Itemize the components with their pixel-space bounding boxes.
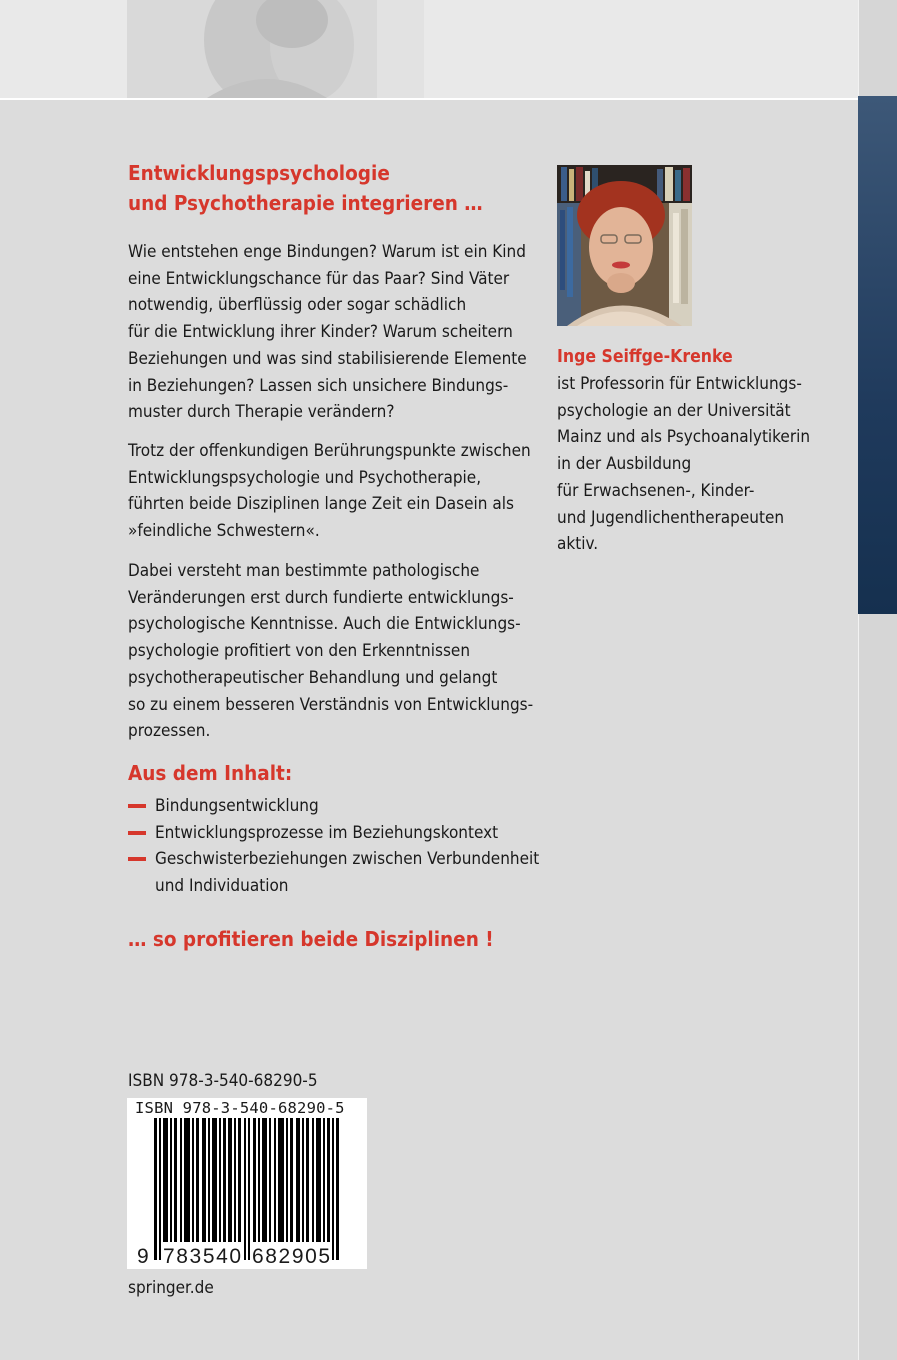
barcode-group-1: 783540 — [163, 1245, 243, 1268]
barcode-digits — [127, 1245, 367, 1269]
text-line: psychologie profitiert von den Erkenntnissen — [128, 641, 471, 662]
barcode-bars-icon — [127, 1098, 367, 1269]
text-line: in Beziehungen? Lassen sich unsichere Bindungs- — [128, 375, 509, 396]
text-line: muster durch Therapie verändern? — [128, 402, 395, 423]
contents-heading: Aus dem Inhalt: — [128, 761, 293, 785]
text-line: so zu einem besseren Verständnis von Entwicklungs- — [128, 694, 534, 715]
text-line: für Erwachsenen-, Kinder- — [557, 480, 755, 501]
dash-bullet-icon — [128, 857, 146, 861]
barcode-group-2: 682905 — [252, 1245, 332, 1268]
heading-line: Entwicklungspsychologie — [128, 161, 390, 185]
publisher-url: springer.de — [128, 1278, 214, 1298]
list-item — [128, 820, 548, 847]
text-line: für die Entwicklung ihrer Kinder? Warum scheitern — [128, 322, 513, 343]
closing-tagline: … so profitieren beide Disziplinen ! — [128, 927, 494, 951]
top-band — [0, 0, 897, 100]
barcode-lead-digit: 9 — [137, 1245, 149, 1268]
text-line: Entwicklungspsychologie und Psychotherapie, — [128, 467, 482, 488]
text-line: Dabei versteht man bestimmte pathologische — [128, 561, 480, 581]
author-portrait — [557, 165, 692, 326]
list-item-label: Entwicklungsprozesse im Beziehungskontext — [155, 822, 499, 843]
heading-line: und Psychotherapie integrieren … — [128, 191, 483, 215]
text-line: Mainz und als Psychoanalytikerin — [557, 427, 811, 448]
text-line: aktiv. — [557, 534, 599, 555]
list-item — [128, 793, 548, 820]
text-line: und Jugendlichentherapeuten — [557, 507, 785, 528]
list-item-label: Geschwisterbeziehungen zwischen Verbundenheit und Individuation — [155, 849, 540, 897]
text-line: Veränderungen erst durch fundierte entwicklungs- — [128, 587, 514, 608]
list-item-label: Bindungsentwicklung — [155, 796, 319, 816]
text-line: in der Ausbildung — [557, 454, 692, 475]
text-line: ist Professorin für Entwicklungs- — [557, 374, 802, 394]
text-line: eine Entwicklungschance für das Paar? Sind Väter — [128, 268, 510, 289]
text-line: Wie entstehen enge Bindungen? Warum ist ein Kind — [128, 242, 526, 262]
text-line: psychologische Kenntnisse. Auch die Entwicklungs- — [128, 614, 521, 635]
barcode-isbn-text: ISBN 978-3-540-68290-5 — [135, 1099, 345, 1117]
author-bio — [557, 371, 847, 558]
paragraph-disciplines — [128, 438, 548, 545]
dash-bullet-icon — [128, 831, 146, 835]
author-name: Inge Seiffge-Krenke — [557, 347, 733, 367]
text-line: psychotherapeutischer Behandlung und gelangt — [128, 667, 498, 688]
dash-bullet-icon — [128, 804, 146, 808]
contents-list — [128, 793, 548, 900]
text-line: führten beide Disziplinen lange Zeit ein Dasein als — [128, 494, 514, 515]
text-line: »feindliche Schwestern«. — [128, 521, 320, 542]
paragraph-pathology — [128, 558, 548, 745]
isbn-label: ISBN 978-3-540-68290-5 — [128, 1071, 318, 1091]
spine-band — [858, 96, 897, 614]
main-heading — [128, 158, 548, 218]
paragraph-intro — [128, 239, 548, 426]
list-item — [128, 846, 548, 899]
text-line: prozessen. — [128, 721, 211, 742]
text-line: notwendig, überflüssig oder sogar schädlich — [128, 295, 467, 316]
text-line: Trotz der offenkundigen Berührungspunkte zwischen — [128, 441, 531, 461]
cover-photo-faded — [127, 0, 424, 98]
text-line: psychologie an der Universität — [557, 400, 791, 421]
text-line: Beziehungen und was sind stabilisierende Elemente — [128, 348, 527, 369]
barcode — [127, 1098, 367, 1269]
